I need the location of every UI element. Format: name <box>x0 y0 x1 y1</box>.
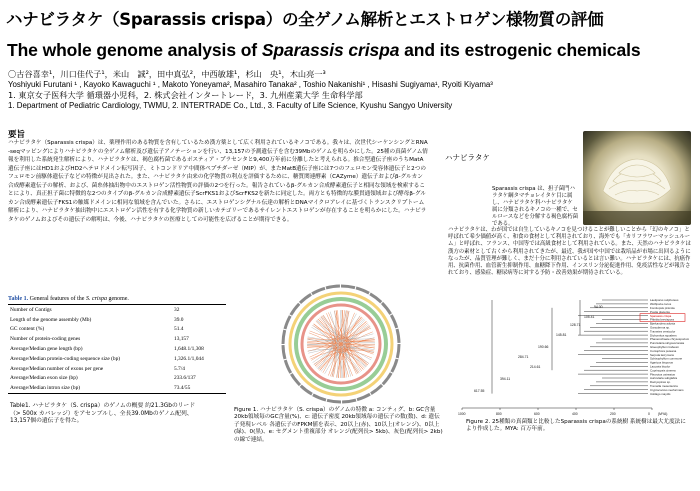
tree-taxon-label: Fomitopsis pinicola <box>650 306 675 310</box>
table-cell-value: 233.6/137 <box>174 375 196 382</box>
axis-tick-label: 1000 <box>458 412 466 416</box>
contig-segment <box>300 294 311 303</box>
table-cell-label: Average/Median intron size (bp) <box>10 385 81 392</box>
species-description: Sparassis crispa は、担子菌門ハラタケ綱タマチョレイタケ目に属し、ハナビラタケ科ハナビラタケ属に分類されるキノコの一種で、セルロースなどを分解する褐色腐朽菌である。 <box>492 186 578 228</box>
table-cell-value: 1,648.1/1,308 <box>174 345 204 352</box>
mushroom-photo <box>583 131 691 225</box>
contig-segment <box>382 303 391 314</box>
contig-segment <box>341 286 355 288</box>
abstract-heading: 要旨 <box>8 130 26 140</box>
table-row <box>8 305 226 315</box>
contig-segment <box>371 385 382 394</box>
contig-segment <box>397 344 399 358</box>
table-cell-label: Number of protein-coding genes <box>10 336 81 343</box>
tree-node-label: 145.81 <box>556 333 567 337</box>
contig-segment <box>392 359 397 372</box>
table-cell-value: 5.7/4 <box>174 365 185 372</box>
table-cell-value: 32 <box>174 306 180 313</box>
tree-taxon-label: Auricularia subglabra <box>650 376 678 381</box>
tree-node-label: 214.61 <box>530 365 541 369</box>
tree-taxon-label: Dichomitus squalens <box>650 333 677 338</box>
contig-segment <box>326 286 340 288</box>
contig-segment <box>383 373 391 384</box>
tree-taxon-label: Gloeophyllum trabeum <box>650 345 680 349</box>
table-cell-value: 1,326.1/1,044 <box>174 355 204 362</box>
affiliations-jp: 1. 東京女子医科大学 循環器小児科，2. 株式会社インタートレード，3. 九州産業大学 生命科学部 <box>8 90 363 101</box>
axis-tick-label: 400 <box>572 412 578 416</box>
table1-caption: Table 1. General features of the S. crispa genome. <box>8 296 129 302</box>
contig-segment <box>370 294 381 302</box>
figure1-caption: Figure 1. ハナビラタケ（S. crispa）のゲノムの特徴 a: コンティグ、b: GC含量 20kb領域毎のGC含量(%)、c: 遺伝子密度 20kb領域毎の遺伝子の数(数)、d: 遺伝子発現レベル 各遺伝子のFPKM値を表示、20以上(赤)、10以上(オレンジ)、0以上(緑)、0(黒)、e: セグメント重複部分 オレンジ(配列長> 5kb)、灰色(配列長> 2kb)の線で連結。 <box>234 407 443 443</box>
axis-unit-label: (MYA) <box>658 412 668 416</box>
table-cell-label: Length of the genome assembly (Mb) <box>10 316 92 323</box>
table-cell-value: 73.4/55 <box>174 385 191 392</box>
tree-node-label: 94.00 <box>594 305 603 309</box>
contig-segment <box>327 400 341 402</box>
tree-taxon-label: Cryptococcus neoformans <box>650 387 684 392</box>
table-row <box>8 334 226 344</box>
table-row <box>8 344 226 354</box>
tree-taxon-label: Sparassis crispa <box>650 313 672 318</box>
page-title-en: The whole genome analysis of Sparassis crispa and its estrogenic chemicals <box>7 40 641 60</box>
table1-note: Table1. ハナビラタケ（S. crispa）のゲノムの概要 約21.3Gbのリード（> 500x カバレッジ）をアセンブルし、全長39.0Mbのゲノム配列、13,157個の遺伝子を得た。 <box>10 403 196 425</box>
tree-node-label: 190.66 <box>538 345 549 349</box>
table-row <box>8 325 226 335</box>
contig-segment <box>291 374 300 385</box>
table-cell-label: Average/Median gene length (bp) <box>10 345 83 352</box>
genome-features-table <box>8 304 226 394</box>
tree-taxon-label: Phlebia brevispora <box>650 317 674 322</box>
author-block <box>8 69 493 111</box>
circos-plot <box>236 282 446 406</box>
tree-taxon-label: Ganoderma sp. <box>650 325 670 330</box>
tree-taxon-label: Laccaria bicolor <box>650 364 671 369</box>
contig-segment <box>291 304 299 315</box>
tree-taxon-label: Pleurotus ostreatus <box>650 372 675 377</box>
contig-segment <box>342 400 356 402</box>
axis-tick-label: 600 <box>534 412 540 416</box>
table-row <box>8 354 226 364</box>
contig-segment <box>283 330 285 344</box>
contig-segment <box>391 315 397 328</box>
tree-taxon-label: Coniophora puteana <box>650 348 677 353</box>
contig-segment <box>357 394 370 400</box>
table-row <box>8 364 226 374</box>
contig-segment <box>313 395 326 400</box>
table-row <box>8 383 226 393</box>
tree-taxon-label: Trametes versicolor <box>650 329 676 334</box>
figure2-caption: Figure 2. 25種類の真菌類と比較したSparassis crispaの系統樹 系統樹は最大尤度法により作成した。MYA: 百万年前。 <box>466 419 686 433</box>
species-background-text: ハナビラタケは、わが国では自生しているキノコを見つけることが難しいことから「幻のキノコ」と呼ばれて希少価値が高く、和食の食材として利用されており、海外でも「カリフラワーマッシュルーム」と呼ばれ、フランス、中国等では高級食材として利用されている。また、天然のハナビラタケは漢方の素材として古くから利用されてきたが、最近、我が国や中国では栽培品が市場に出回るようになったが、品質管理が難しく、まだ十分に利用されているとは言い難い。ハナビラタケには、抗癌作用、抗菌作用、血管新生抑制作用、血糖降下作用、インスリン分泌促進作用、免疫活性などが報告されており、感染症、糖尿病等に対する予防・改善効果が期待されている。 <box>448 227 691 277</box>
tree-taxon-label: Phanerochaete chrysosporium <box>650 337 690 342</box>
species-name: Sparassis crispa <box>261 40 400 60</box>
table-row <box>8 374 226 384</box>
table-cell-value: 39.0 <box>174 316 184 323</box>
contig-segment <box>312 288 325 294</box>
table-cell-label: Number of Contigs <box>10 306 52 313</box>
axis-tick-label: 0 <box>648 412 650 416</box>
tree-node-label: 394.11 <box>500 377 511 381</box>
tree-taxon-label: Ustilago maydis <box>650 391 671 396</box>
phylogenetic-tree <box>452 296 692 418</box>
contig-segment <box>356 288 369 293</box>
contig-segment <box>283 345 285 359</box>
authors-en: Yoshiyuki Furutani ¹ , Kayoko Kawaguchi ¹ , Makoto Yoneyama², Masahiro Tanaka² , Toshio Nakanishi¹ , Hisashi Sugiyama¹, Ryoiti Kiyama³ <box>8 79 493 89</box>
tree-taxon-label: Wolfiporia cocos <box>650 302 672 307</box>
tree-taxon-label: Agaricus bisporus <box>650 360 673 365</box>
contig-segment <box>301 386 312 394</box>
table-cell-value: 51.4 <box>174 326 184 333</box>
affiliations-en: 1. Department of Pediatric Cardiology, TWMU, 2. INTERTRADE Co., Ltd., 3. Faculty of Life Science, Kyushu Sangyo University <box>8 100 453 110</box>
tree-taxon-label: Schizophyllum commune <box>650 356 683 361</box>
table-cell-label: GC content (%) <box>10 326 45 333</box>
tree-taxon-label: Serpula lacrymans <box>650 352 674 357</box>
tree-node-label: 128.71 <box>570 323 581 327</box>
genome-features-table-block <box>8 296 226 392</box>
page-title-jp: ハナビラタケ（Sparassis crispa）の全ゲノム解析とエストロゲン様物質の評価 <box>6 10 604 29</box>
axis-tick-label: 800 <box>496 412 502 416</box>
table-cell-label: Average/Median protein-coding sequence size (bp) <box>10 355 121 362</box>
contig-segment <box>285 316 290 329</box>
tree-taxon-label: Postia placenta <box>650 309 670 314</box>
table-row <box>8 315 226 325</box>
authors-jp: 〇古谷喜幸¹，川口佳代子¹，米山 誠²，田中真弘²，中西敏雄¹，杉山 央¹，木山亮一³ <box>8 69 326 79</box>
axis-tick-label: 200 <box>610 412 616 416</box>
table-cell-label: Average/Median number of exons per gene <box>10 365 104 372</box>
table-cell-label: Average/Median exon size (bp) <box>10 375 78 382</box>
abstract-text: ハナビラタケ（Sparassis crispa）は、薬理作用のある物質を含有しているため漢方薬として広く利用されているキノコである。我々は、次世代シーケンシングとRNA-seqマッピングによりハナビラタケの全ゲノム解析及び遺伝子アノテーションを行い、13,157の予測遺伝子を含む39Mbのゲノムを明らかにした。25種の真菌ゲノム情報を利用した系統発生解析により、ハナビラタケは、褐色腐朽菌であるポスティア・プラセンタと9,400万年前に分離したと考えられる。推合型遺伝子座のうちMatA遺伝子座にはHD1およびHD2ヘテロドメイン転写因子、ミトコンドリア中間体ペプチダーゼ（MIP）が、またMatB遺伝子座には7つのフェロモン受容体遺伝子と2つのフェロモン前駆体遺伝子などの特徴が見出された。また、ハナビラタケ由来の化学物質の利点を評価するために、糖質関連酵素（CAZyme）遺伝子およびβ-グルカン合成酵素遺伝子の解析、および、菌糸体抽出物中のエストロゲン活性物質の評価の2つを行った。報告されているβ-グルカン合成酵素遺伝子と相同な領域を検索することにより、真正担子菌に特徴的な2つのタイプのβ-グルカン合成酵素遺伝子ScrFKS1およびScrFKS2を新たに同定した。両方とも特徴的な膜貫通領域および酵母β-グルカン合成酵素遺伝子FKS1の触媒ドメインに相同な領域を含んでいた。さらに、エストロゲンシグナル伝達の解析とDNAマイクロアレイに基づくトランスクリプトーム解析により、ハナビラタケ抽出物中にエストロゲン活性を有する化学物質の新しいカテゴリーであるサイレントエストロゲンが存在することを明らかにした。ハナビラタケのゲノムおよびその遺伝子の解明は、今後、ハナビラタケの医療としての可能性を広げることが期待できる。 <box>8 140 428 223</box>
tree-taxon-label: Laetiporus sulphureus <box>650 298 679 303</box>
photo-label: ハナビラタケ <box>445 153 490 162</box>
tree-node-label: 617.55 <box>474 389 485 393</box>
tree-taxon-label: Tremella mesenterica <box>650 384 678 388</box>
table-cell-value: 13,157 <box>174 336 189 343</box>
contig-segment <box>397 329 399 343</box>
tree-taxon-label: Punctularia strigosozonata <box>650 341 685 346</box>
contig-segment <box>285 360 291 373</box>
tree-taxon-label: Dacryopinax sp. <box>650 380 671 385</box>
tree-node-label: 105.41 <box>584 315 595 319</box>
tree-taxon-label: Bjerkandera adusta <box>650 321 676 326</box>
tree-node-label: 284.71 <box>518 355 529 359</box>
tree-taxon-label: Coprinopsis cinerea <box>650 368 676 373</box>
